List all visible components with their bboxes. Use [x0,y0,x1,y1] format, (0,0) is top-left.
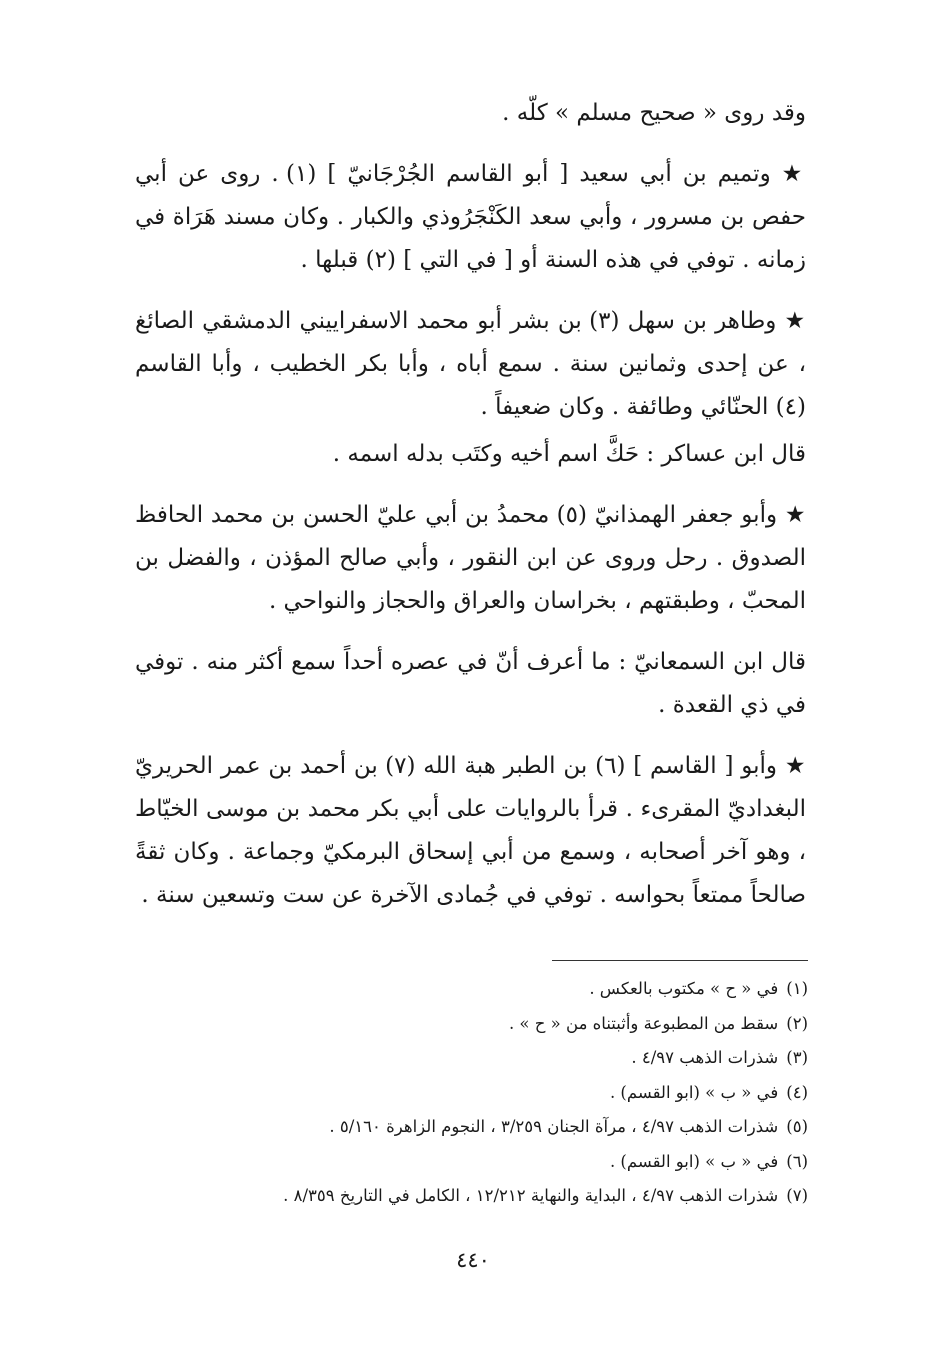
footnote-number: (٦) [786,1151,808,1171]
entry-ibn-al-tabar: ★ وأبو [ القاسم ] (٦) بن الطبر هبة الله (٧) بن أحمد بن عمر الحريريّ البغداديّ المقرىء . قرأ بالروايات على أبي بكر محمد بن موسى الخيّاط ، وهو آخر أصحابه ، وسمع من أبي إسحاق البرمكيّ وجماعة . وكان ثقةً صالحاً ممتعاً بحواسه . توفي في جُمادى الآخرة عن ست وتسعين سنة . [135,753,806,908]
footnote-number: (٣) [786,1048,808,1067]
footnote-3 [140,1041,808,1076]
quote-ibn-asakir: قال ابن عساكر : حَكَّ اسم أخيه وكتَب بدله اسمه . [332,441,806,467]
footnote-text: في « ب » (ابو القسم) . [609,1151,779,1171]
footnote-number: (١) [786,979,808,998]
quote-ibn-al-samani: قال ابن السمعانيّ : ما أعرف أنّ في عصره أحداً سمع أكثر منه . توفي في ذي القعدة . [135,649,806,718]
footnote-4 [140,1076,808,1111]
footnotes [140,972,808,1214]
main-text [135,92,806,935]
footnote-text: شذرات الذهب ٤/٩٧ . [631,1048,779,1067]
footnote-5 [140,1110,808,1145]
footnote-1 [140,972,808,1007]
footnote-text: في « ب » (ابو القسم) . [609,1082,779,1102]
footnote-number: (٥) [786,1117,808,1136]
entry-tahir-bin-sahl: ★ وطاهر بن سهل (٣) بن بشر أبو محمد الاسفراييني الدمشقي الصائغ ، عن إحدى وثمانين سنة . سمع أباه ، وأبا بكر الخطيب ، وأبا القاسم (٤) الحنّائي وطائفة . وكان ضعيفاً . [135,308,806,420]
footnote-number: (٤) [786,1082,808,1102]
footnote-6 [140,1145,808,1180]
footnote-text: شذرات الذهب ٤/٩٧ ، البداية والنهاية ١٢/٢١٢ ، الكامل في التاريخ ٨/٣٥٩ . [283,1186,779,1205]
footnote-divider [552,960,808,961]
footnote-7 [140,1179,808,1214]
page-number: ٤٤٠ [456,1248,490,1272]
footnote-text: سقط من المطبوعة وأثبتناه من « ح » . [508,1013,779,1033]
footnote-number: (٢) [786,1013,808,1033]
footnote-text: شذرات الذهب ٤/٩٧ ، مرآة الجنان ٣/٢٥٩ ، النجوم الزاهرة ٥/١٦٠ . [329,1117,779,1136]
footnote-2 [140,1007,808,1042]
footnote-number: (٧) [786,1186,808,1205]
footnote-text: في « ح » مكتوب بالعكس . [589,979,779,998]
entry-tamim-bin-abi-said: ★ وتميم بن أبي سعيد [ أبو القاسم الجُرْجَانيّ ] (١) . روى عن أبي حفص بن مسرور ، وأبي سعد الكَنْجَرُوذي والكبار . وكان مسند هَرَاة في زمانه . توفي في هذه السنة أو [ في التي ] (٢) قبلها . [135,161,806,273]
paragraph-sahih-muslim: وقد روى « صحيح مسلم » كلّه . [502,100,806,126]
entry-abu-jafar-al-hamadhani: ★ وأبو جعفر الهمذانيّ (٥) محمدُ بن أبي عليّ الحسن بن محمد الحافظ الصدوق . رحل وروى عن ابن النقور ، وأبي صالح المؤذن ، والفضل بن المحبّ ، وطبقتهم ، بخراسان والعراق والحجاز والنواحي . [135,502,806,614]
